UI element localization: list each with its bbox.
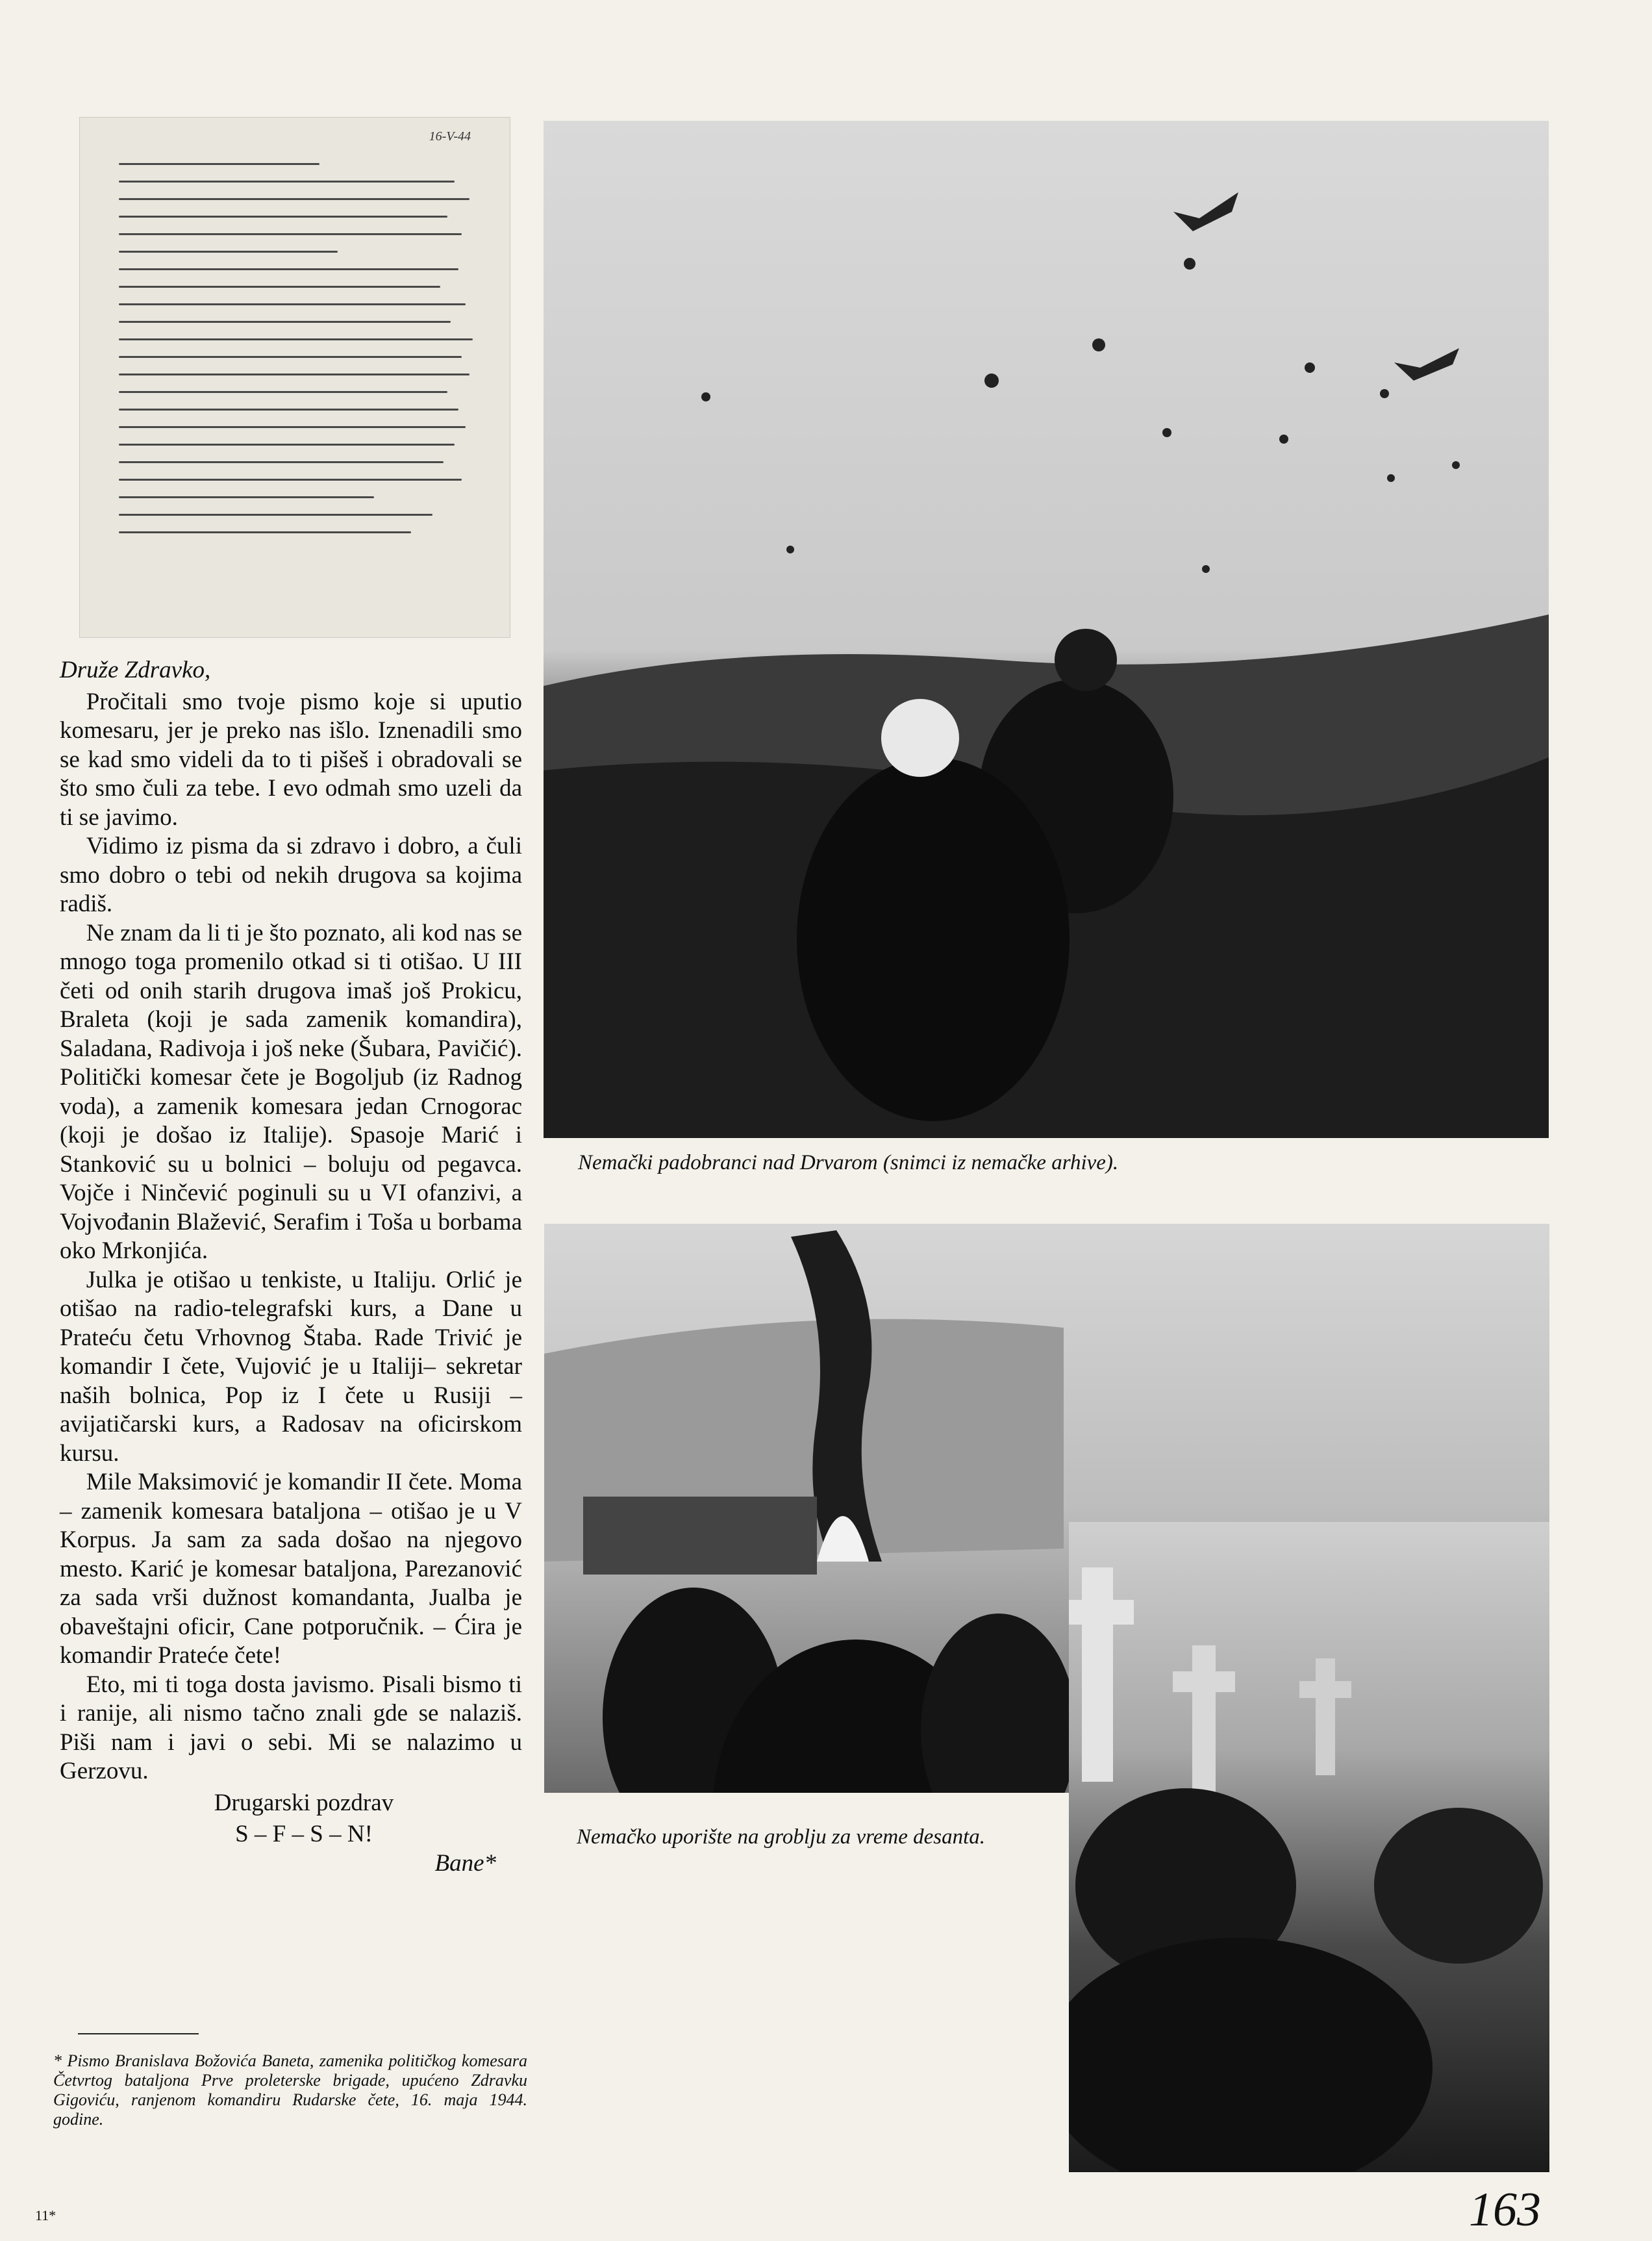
footnote: * Pismo Branislava Božovića Baneta, zamenika političkog komesara Četvrtog bataljona Prve proleterske brigade, upućeno Zdravku Gigoviću, ranjenom komandiru Rudarske čete, 16. maja 1944. godine. [53,2051,527,2129]
footnote-rule [78,2033,199,2034]
letter-text [60,656,522,1878]
letter-paragraph: Eto, mi ti toga dosta javismo. Pisali bismo ti i ranije, ali nismo tačno znali gde se nalaziš. Piši nam i javi o sebi. Mi se nalazimo u Gerzovu. [60,1671,522,1784]
letter-paragraph: Julka je otišao u tenkiste, u Italiju. Orlić je otišao na radio-telegrafski kurs, a Dane u Prateću četu Vrhovnog Štaba. Rade Trivić je komandir I čete, Vujović je u Italiji– sekretar naših bolnica, Pop iz I čete u Rusiji – avijatičarski kurs, a Radosav na oficirskom kursu. [60,1266,522,1467]
letter-paragraph: Mile Maksimović je komandir II čete. Moma – zamenik komesara bataljona – otišao je u V Korpus. Ja sam za sada došao na njegovo mesto. Karić je komesar bataljona, Parezanović za sada vrši dužnost komandanta, Jualba je obaveštajni oficir, Cane potporučnik. – Ćira je komandir Prateće čete! [60,1469,522,1669]
page-number: 163 [1469,2183,1541,2236]
handwritten-letter-image [79,117,510,638]
cemetery-photo [1069,1522,1549,2171]
letter-greeting: Druže Zdravko, [60,657,211,683]
letter-closing-line2: S – F – S – N! [235,1821,373,1847]
signature-mark: 11* [35,2207,56,2223]
letter-paragraph: Vidimo iz pisma da si zdravo i dobro, a čuli smo dobro o tebi od nekih drugova sa kojima radiš. [60,833,522,917]
manuscript-date: 16-V-44 [429,129,471,144]
paratroopers-photo-art [544,121,1549,1138]
caption-paratroopers: Nemački padobranci nad Drvarom (snimci iz nemačke arhive). [578,1151,1119,1174]
letter-closing-line1: Drugarski pozdrav [214,1789,394,1816]
cemetery-photo-art [1069,1522,1549,2171]
paratroopers-photo [544,121,1549,1138]
caption-cemetery: Nemačko uporište na groblju za vreme desanta. [577,1825,986,1849]
letter-paragraph: Pročitali smo tvoje pismo koje si uputio komesaru, jer je preko nas išlo. Iznenadili smo se kad smo videli da to ti pišeš i obradovali se što smo čuli za tebe. I evo odmah smo uzeli da ti se javimo. [60,688,522,831]
handwriting-lines [119,163,484,611]
letter-paragraph: Ne znam da li ti je što poznato, ali kod nas se mnogo toga promenilo otkad si ti otišao. U III četi od onih starih drugova imaš još Prokicu, Braleta (koji je sada zamenik komandira), Saladana, Radivoja i još neke (Šubara, Pavičić). Politički komesar čete je Bogoljub (iz Radnog voda), a zamenik komesara jedan Crnogorac (koji je došao iz Italije). Spasoje Marić i Stanković su u bolnici – boluju od pegavca. Vojče i Ninčević poginuli su u VI ofanzivi, a Vojvođanin Blažević, Serafim i Toša u borbama oko Mrkonjića. [60,919,522,1264]
letter-signature: Bane* [434,1849,496,1877]
